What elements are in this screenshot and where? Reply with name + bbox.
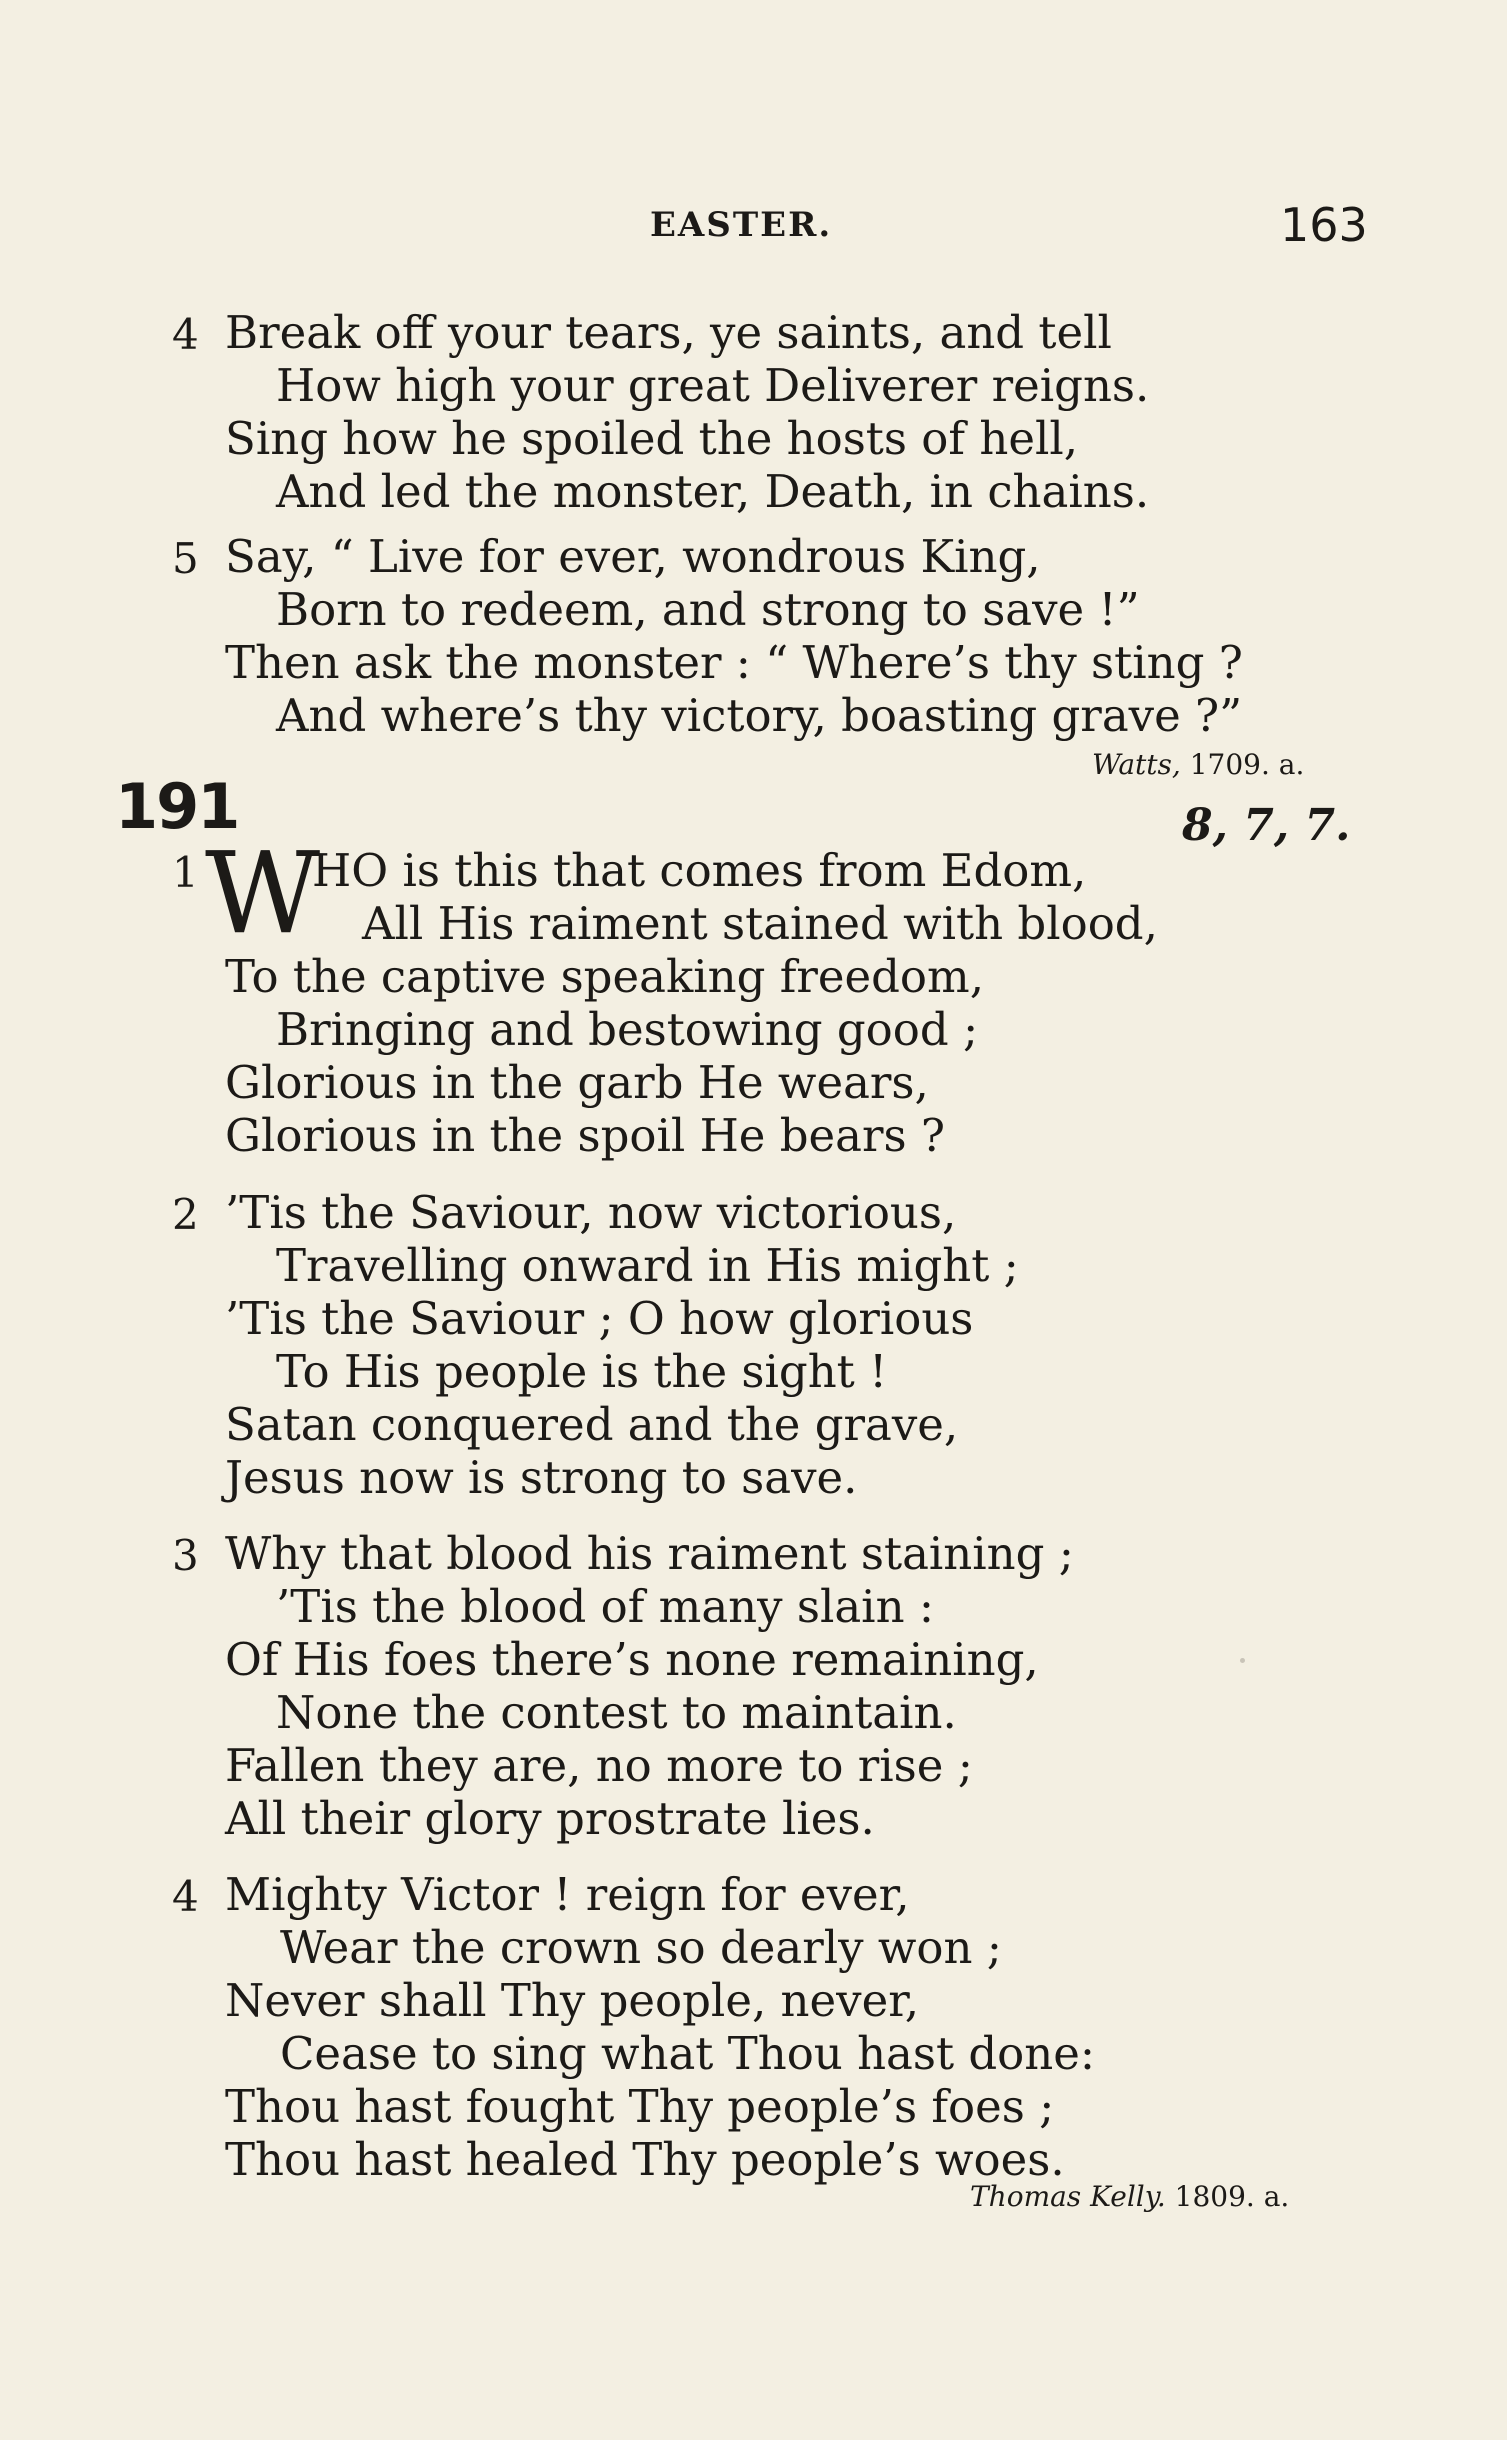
author-name: Watts,: [1092, 748, 1181, 781]
verse-line: And led the monster, Death, in chains.: [276, 465, 1150, 518]
stanza-number: 4: [172, 1872, 199, 1921]
verse-line: Never shall Thy people, never,: [225, 1974, 920, 2027]
stanza-number: 2: [172, 1190, 199, 1239]
verse-line: To His people is the sight !: [276, 1345, 888, 1398]
verse-line: Then ask the monster : “ Where’s thy sting ?: [225, 636, 1243, 689]
verse-line: Thou hast healed Thy people’s woes.: [225, 2133, 1065, 2186]
author-year: 1709. a.: [1189, 748, 1305, 781]
verse-line: Travelling onward in His might ;: [276, 1239, 1019, 1292]
hymn-number: 191: [115, 770, 239, 843]
verse-line: Glorious in the spoil He bears ?: [225, 1109, 946, 1162]
verse-line: ’Tis the blood of many slain :: [276, 1580, 935, 1633]
author-attribution: [970, 2180, 1289, 2213]
stanza-number: 3: [172, 1531, 199, 1580]
verse-line: Glorious in the garb He wears,: [225, 1056, 929, 1109]
print-speck: [1240, 1658, 1245, 1663]
verse-line: None the contest to maintain.: [276, 1686, 957, 1739]
verse-line: Cease to sing what Thou hast done:: [280, 2027, 1096, 2080]
running-head: EASTER.: [650, 205, 833, 245]
author-attribution: [1092, 748, 1304, 781]
stanza-number: 1: [172, 848, 199, 897]
stanza-number: 5: [172, 534, 199, 583]
verse-line: Thou hast fought Thy people’s foes ;: [225, 2080, 1055, 2133]
author-year: 1809. a.: [1174, 2180, 1290, 2213]
verse-line: To the captive speaking freedom,: [225, 950, 985, 1003]
verse-line: All His raiment stained with blood,: [362, 897, 1158, 950]
verse-line: Born to redeem, and strong to save !”: [276, 583, 1140, 636]
verse-line: Wear the crown so dearly won ;: [280, 1921, 1002, 1974]
verse-line: Mighty Victor ! reign for ever,: [225, 1868, 910, 1921]
verse-line: All their glory prostrate lies.: [225, 1792, 875, 1845]
verse-line: Of His foes there’s none remaining,: [225, 1633, 1039, 1686]
verse-line: Why that blood his raiment staining ;: [225, 1527, 1074, 1580]
verse-line: ’Tis the Saviour ; O how glorious: [225, 1292, 974, 1345]
verse-line: Break off your tears, ye saints, and tell: [225, 306, 1112, 359]
verse-line: Jesus now is strong to save.: [225, 1451, 858, 1504]
verse-line: Satan conquered and the grave,: [225, 1398, 959, 1451]
verse-line: Sing how he spoiled the hosts of hell,: [225, 412, 1079, 465]
verse-line: ’Tis the Saviour, now victorious,: [225, 1186, 957, 1239]
drop-cap: W: [205, 829, 321, 959]
page-number: 163: [1280, 198, 1368, 252]
verse-line: HO is this that comes from Edom,: [312, 844, 1087, 897]
stanza-number: 4: [172, 310, 199, 359]
verse-line: Say, “ Live for ever, wondrous King,: [225, 530, 1041, 583]
verse-line: And where’s thy victory, boasting grave ?”: [276, 689, 1243, 742]
author-name: Thomas Kelly.: [970, 2180, 1166, 2213]
verse-line: How high your great Deliverer reigns.: [276, 359, 1150, 412]
hymn-meter: 8, 7, 7.: [1182, 800, 1351, 851]
verse-line: Fallen they are, no more to rise ;: [225, 1739, 973, 1792]
verse-line: Bringing and bestowing good ;: [276, 1003, 979, 1056]
